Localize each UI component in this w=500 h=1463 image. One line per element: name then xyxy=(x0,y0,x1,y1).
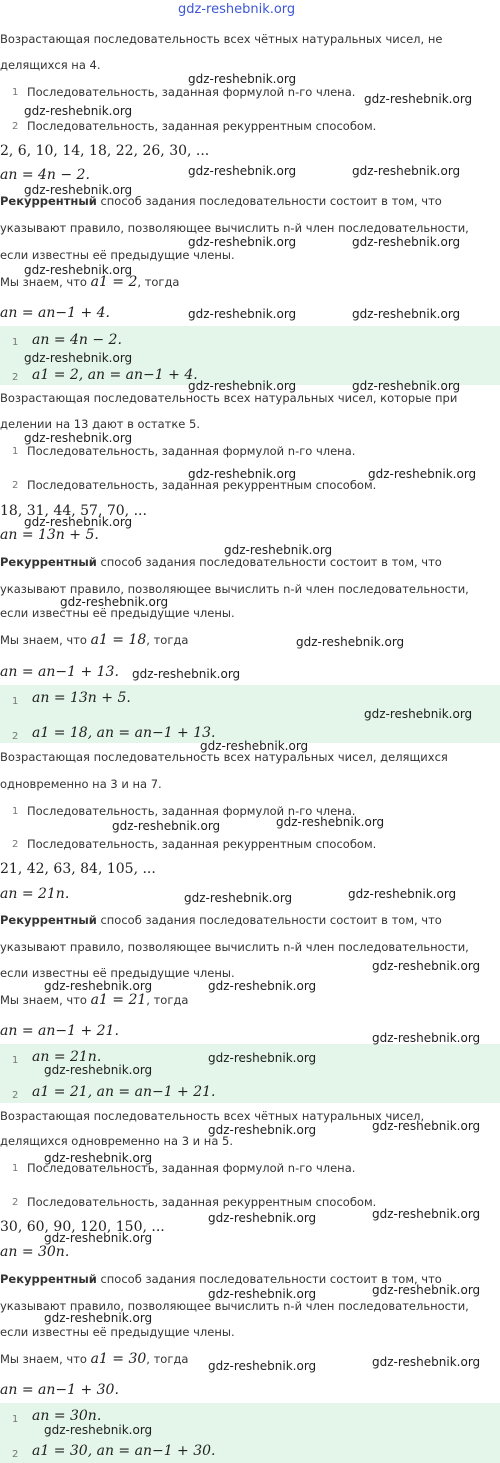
option-formula: Последовательность, заданная формулой n-го члена. xyxy=(27,1161,356,1175)
watermark: gdz-reshebnik.org xyxy=(208,1211,317,1225)
watermark: gdz-reshebnik.org xyxy=(44,979,153,993)
option-number: 1 xyxy=(12,806,19,817)
watermark: gdz-reshebnik.org xyxy=(208,1123,317,1137)
watermark: gdz-reshebnik.org xyxy=(276,815,385,829)
watermark: gdz-reshebnik.org xyxy=(372,1283,481,1297)
answer-recurrent: a1 = 18, an = an−1 + 13. xyxy=(32,725,216,741)
watermark: gdz-reshebnik.org xyxy=(296,635,405,649)
recurrence-formula: an = an−1 + 13. xyxy=(0,664,119,680)
option-number: 2 xyxy=(12,1197,19,1208)
nth-term-formula: an = 21n. xyxy=(0,886,70,902)
definition-line3: если известны её предыдущие члены. xyxy=(0,248,235,262)
watermark: gdz-reshebnik.org xyxy=(188,72,297,86)
sequence-terms: 18, 31, 44, 57, 70, ... xyxy=(0,503,147,519)
answer-recurrent: a1 = 21, an = an−1 + 21. xyxy=(32,1084,216,1100)
definition-line3: если известны её предыдущие члены. xyxy=(0,966,235,980)
watermark: gdz-reshebnik.org xyxy=(184,891,293,905)
sequence-terms: 2, 6, 10, 14, 18, 22, 26, 30, ... xyxy=(0,143,210,159)
definition-line3: если известны её предыдущие члены. xyxy=(0,1325,235,1339)
watermark: gdz-reshebnik.org xyxy=(352,307,461,321)
watermark: gdz-reshebnik.org xyxy=(372,959,481,973)
watermark: gdz-reshebnik.org xyxy=(44,1231,153,1245)
watermark: gdz-reshebnik.org xyxy=(24,515,133,529)
option-recurrent: Последовательность, заданная рекуррентным способом. xyxy=(27,478,377,492)
task-text-line2: одновременно на 3 и на 7. xyxy=(0,777,162,791)
definition-bold: Рекуррентный xyxy=(0,194,97,208)
watermark: gdz-reshebnik.org xyxy=(352,379,461,393)
option-number: 1 xyxy=(12,446,19,457)
answer-number: 2 xyxy=(12,1449,19,1460)
definition-line1: Рекуррентный способ задания последовательности состоит в том, что xyxy=(0,1272,442,1286)
watermark: gdz-reshebnik.org xyxy=(352,164,461,178)
watermark: gdz-reshebnik.org xyxy=(208,1359,317,1373)
definition-line1: Рекуррентный способ задания последовательности состоит в том, что xyxy=(0,913,442,927)
answer-recurrent: a1 = 30, an = an−1 + 30. xyxy=(32,1443,216,1459)
watermark: gdz-reshebnik.org xyxy=(24,104,133,118)
watermark: gdz-reshebnik.org xyxy=(372,1119,481,1133)
answer-number: 1 xyxy=(12,1414,19,1425)
task-text-line1: Возрастающая последовательность всех натуральных чисел, которые при xyxy=(0,391,458,405)
watermark: gdz-reshebnik.org xyxy=(208,979,317,993)
option-formula: Последовательность, заданная формулой n-го члена. xyxy=(27,804,356,818)
task-text-line1: Возрастающая последовательность всех чётных натуральных чисел, xyxy=(0,1109,425,1123)
sequence-terms: 21, 42, 63, 84, 105, ... xyxy=(0,861,156,877)
watermark: gdz-reshebnik.org xyxy=(132,667,241,681)
site-watermark-header[interactable]: gdz-reshebnik.org xyxy=(178,2,296,17)
task-text-line1: Возрастающая последовательность всех чётных натуральных чисел, не xyxy=(0,32,443,46)
answer-number: 2 xyxy=(12,372,19,383)
known-first-term: Мы знаем, что a1 = 21, тогда xyxy=(0,992,189,1008)
option-formula: Последовательность, заданная формулой n-го члена. xyxy=(27,444,356,458)
watermark: gdz-reshebnik.org xyxy=(44,1151,153,1165)
watermark: gdz-reshebnik.org xyxy=(208,1051,317,1065)
watermark: gdz-reshebnik.org xyxy=(348,887,457,901)
option-number: 1 xyxy=(12,1163,19,1174)
answer-number: 1 xyxy=(12,696,19,707)
answer-number: 1 xyxy=(12,337,19,348)
watermark: gdz-reshebnik.org xyxy=(188,379,297,393)
answer-formula: an = 13n + 5. xyxy=(32,690,131,706)
known-first-term: Мы знаем, что a1 = 18, тогда xyxy=(0,632,189,648)
watermark: gdz-reshebnik.org xyxy=(372,1207,481,1221)
watermark: gdz-reshebnik.org xyxy=(24,351,133,365)
nth-term-formula: an = 13n + 5. xyxy=(0,527,99,543)
option-recurrent: Последовательность, заданная рекуррентным способом. xyxy=(27,837,377,851)
definition-line1: Рекуррентный способ задания последовательности состоит в том, что xyxy=(0,555,442,569)
watermark: gdz-reshebnik.org xyxy=(24,263,133,277)
watermark: gdz-reshebnik.org xyxy=(24,431,133,445)
task-text-line1: Возрастающая последовательность всех натуральных чисел, делящихся xyxy=(0,750,448,764)
definition-line2: указывают правило, позволяющее вычислить n-й член последовательности, xyxy=(0,221,469,235)
watermark: gdz-reshebnik.org xyxy=(188,164,297,178)
recurrence-formula: an = an−1 + 21. xyxy=(0,1023,119,1039)
recurrence-formula: an = an−1 + 4. xyxy=(0,305,110,321)
answer-formula: an = 30n. xyxy=(32,1408,102,1424)
option-number: 2 xyxy=(12,121,19,132)
option-recurrent: Последовательность, заданная рекуррентным способом. xyxy=(27,119,377,133)
watermark: gdz-reshebnik.org xyxy=(364,707,473,721)
watermark: gdz-reshebnik.org xyxy=(188,467,297,481)
nth-term-formula: an = 30n. xyxy=(0,1244,70,1260)
watermark: gdz-reshebnik.org xyxy=(24,183,133,197)
watermark: gdz-reshebnik.org xyxy=(60,595,169,609)
option-number: 2 xyxy=(12,839,19,850)
watermark: gdz-reshebnik.org xyxy=(372,1031,481,1045)
option-number: 2 xyxy=(12,480,19,491)
option-number: 1 xyxy=(12,87,19,98)
answer-recurrent: a1 = 2, an = an−1 + 4. xyxy=(32,367,198,383)
definition-line2: указывают правило, позволяющее вычислить n-й член последовательности, xyxy=(0,940,469,954)
watermark: gdz-reshebnik.org xyxy=(364,92,473,106)
answer-number: 1 xyxy=(12,1055,19,1066)
known-first-term: Мы знаем, что a1 = 30, тогда xyxy=(0,1351,189,1367)
answer-number: 2 xyxy=(12,731,19,742)
answer-formula: an = 21n. xyxy=(32,1049,102,1065)
recurrence-formula: an = an−1 + 30. xyxy=(0,1382,119,1398)
definition-line2: указывают правило, позволяющее вычислить n-й член последовательности, xyxy=(0,1299,469,1313)
watermark: gdz-reshebnik.org xyxy=(352,235,461,249)
watermark: gdz-reshebnik.org xyxy=(112,819,221,833)
sequence-terms: 30, 60, 90, 120, 150, ... xyxy=(0,1219,165,1235)
nth-term-formula: an = 4n − 2. xyxy=(0,167,90,183)
definition-rest: способ задания последовательности состоит в том, что xyxy=(96,194,442,208)
watermark: gdz-reshebnik.org xyxy=(368,467,477,481)
watermark: gdz-reshebnik.org xyxy=(224,543,333,557)
watermark: gdz-reshebnik.org xyxy=(44,1311,153,1325)
task-text-line2: делящихся одновременно на 3 и на 5. xyxy=(0,1134,233,1148)
definition-line2: указывают правило, позволяющее вычислить n-й член последовательности, xyxy=(0,582,469,596)
known-first-term: Мы знаем, что a1 = 2, тогда xyxy=(0,274,180,290)
option-formula: Последовательность, заданная формулой n-го члена. xyxy=(27,85,356,99)
watermark: gdz-reshebnik.org xyxy=(188,235,297,249)
option-recurrent: Последовательность, заданная рекуррентным способом. xyxy=(27,1195,377,1209)
task-text-line2: делящихся на 4. xyxy=(0,58,101,72)
watermark: gdz-reshebnik.org xyxy=(208,1287,317,1301)
answer-formula: an = 4n − 2. xyxy=(32,332,122,348)
answer-number: 2 xyxy=(12,1090,19,1101)
task-text-line2: делении на 13 дают в остатке 5. xyxy=(0,417,201,431)
watermark: gdz-reshebnik.org xyxy=(188,307,297,321)
watermark: gdz-reshebnik.org xyxy=(372,1355,481,1369)
watermark: gdz-reshebnik.org xyxy=(44,1063,153,1077)
watermark: gdz-reshebnik.org xyxy=(200,739,309,753)
watermark: gdz-reshebnik.org xyxy=(44,1423,153,1437)
definition-line3: если известны её предыдущие члены. xyxy=(0,606,235,620)
